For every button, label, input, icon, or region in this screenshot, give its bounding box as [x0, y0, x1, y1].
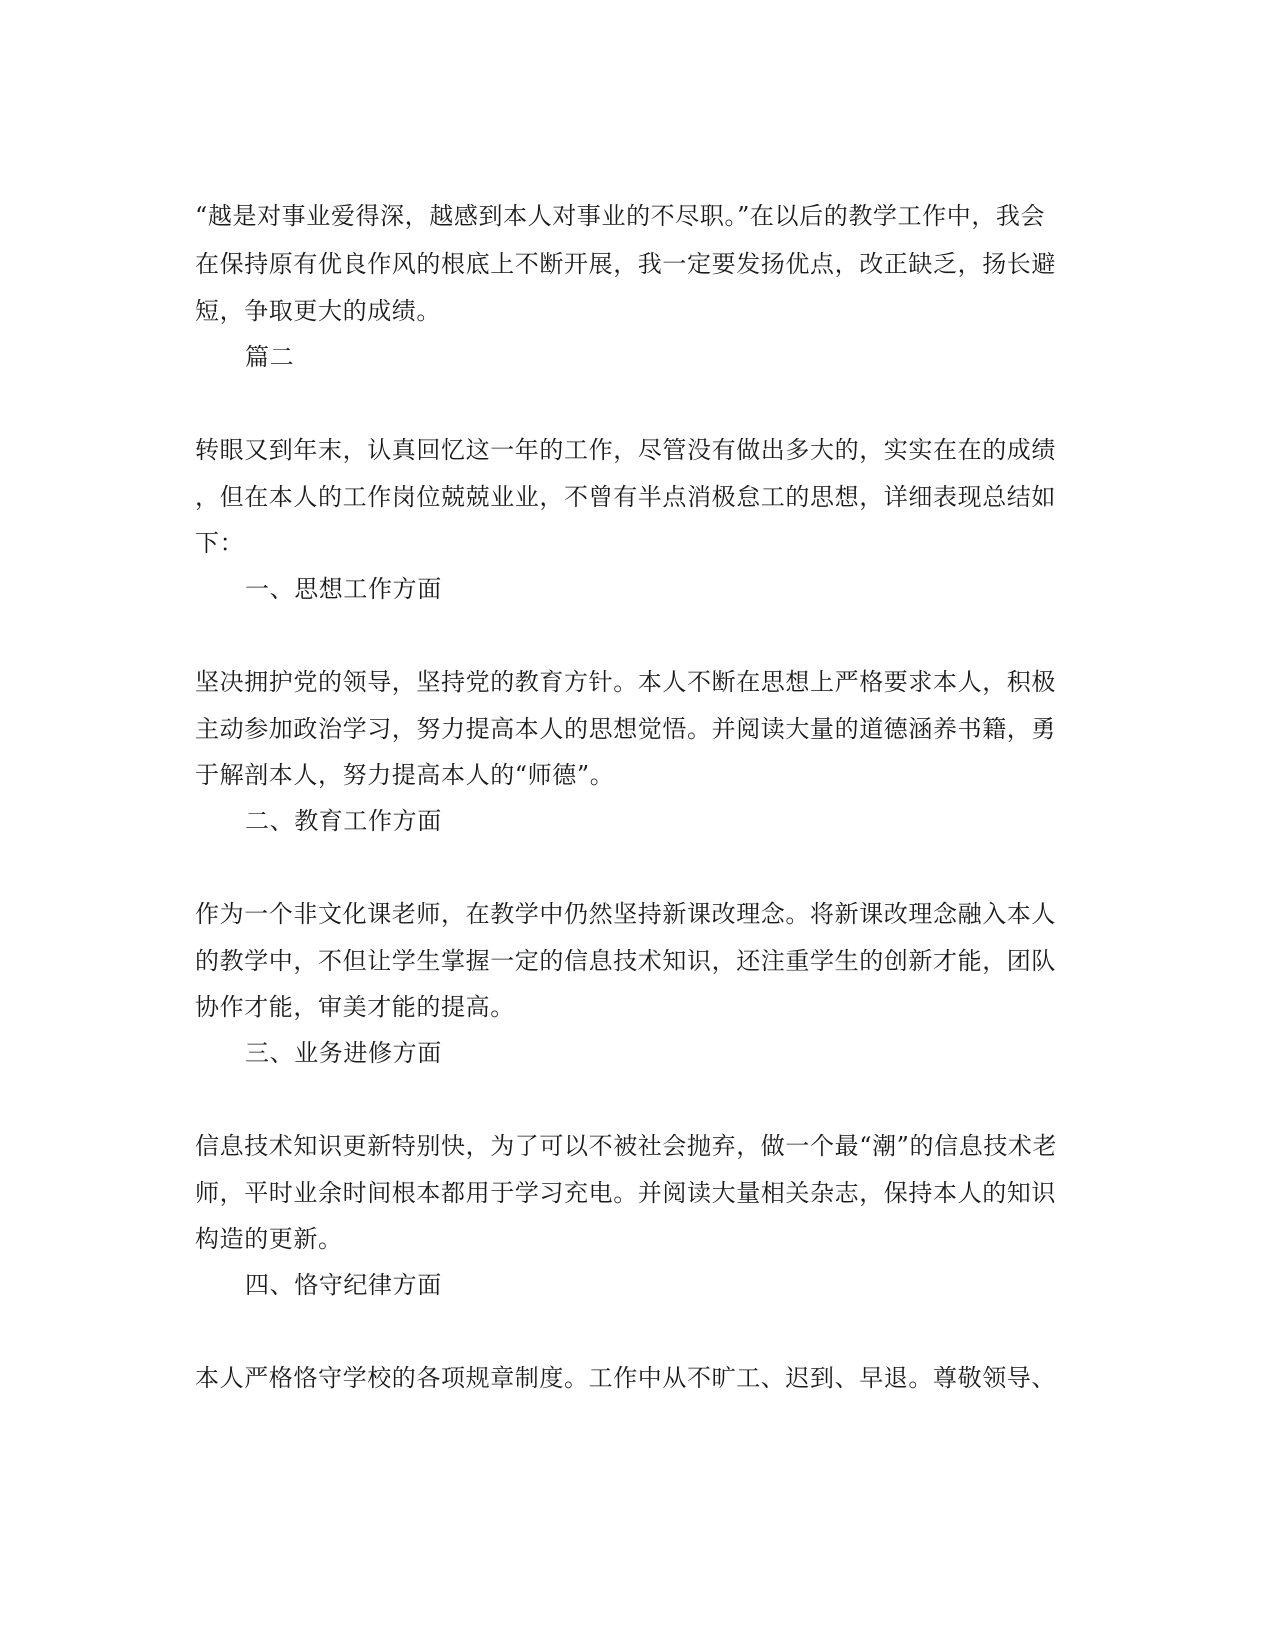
paragraph-line: 作为一个非文化课老师，在教学中仍然坚持新课改理念。将新课改理念融入本人 — [195, 900, 1056, 928]
section-heading: 二、教育工作方面 — [245, 807, 442, 835]
paragraph-line: 协作才能，审美才能的提高。 — [195, 993, 515, 1021]
section-heading: 四、恪守纪律方面 — [245, 1271, 442, 1299]
paragraph-line: 在保持原有优良作风的根底上不断开展，我一定要发扬优点，改正缺乏，扬长避 — [195, 250, 1056, 278]
paragraph-line: 下： — [195, 529, 245, 557]
paragraph-line: 坚决拥护党的领导，坚持党的教育方针。本人不断在思想上严格要求本人，积极 — [195, 668, 1056, 696]
paragraph-line: 短，争取更大的成绩。 — [195, 297, 441, 325]
paragraph-line: 于解剖本人，努力提高本人的“师德”。 — [195, 761, 615, 789]
section-heading: 篇二 — [245, 343, 295, 371]
paragraph-line: 信息技术知识更新特别快，为了可以不被社会抛弃，做一个最“潮”的信息技术老 — [195, 1132, 1058, 1160]
paragraph-line: “越是对事业爱得深，越感到本人对事业的不尽职。”在以后的教学工作中，我会 — [195, 202, 1046, 230]
paragraph-line: 主动参加政治学习，努力提高本人的思想觉悟。并阅读大量的道德涵养书籍，勇 — [195, 715, 1056, 743]
paragraph-line: 师，平时业余时间根本都用于学习充电。并阅读大量相关杂志，保持本人的知识 — [195, 1179, 1056, 1207]
paragraph-line: ，但在本人的工作岗位兢兢业业，不曾有半点消极怠工的思想，详细表现总结如 — [195, 483, 1056, 511]
paragraph-line: 本人严格恪守学校的各项规章制度。工作中从不旷工、迟到、早退。尊敬领导、 — [195, 1364, 1056, 1392]
section-heading: 三、业务进修方面 — [245, 1039, 442, 1067]
paragraph-line: 构造的更新。 — [195, 1225, 343, 1253]
section-heading: 一、思想工作方面 — [245, 575, 442, 603]
paragraph-line: 转眼又到年末，认真回忆这一年的工作，尽管没有做出多大的，实实在在的成绩 — [195, 436, 1056, 464]
paragraph-line: 的教学中，不但让学生掌握一定的信息技术知识，还注重学生的创新才能，团队 — [195, 947, 1056, 975]
